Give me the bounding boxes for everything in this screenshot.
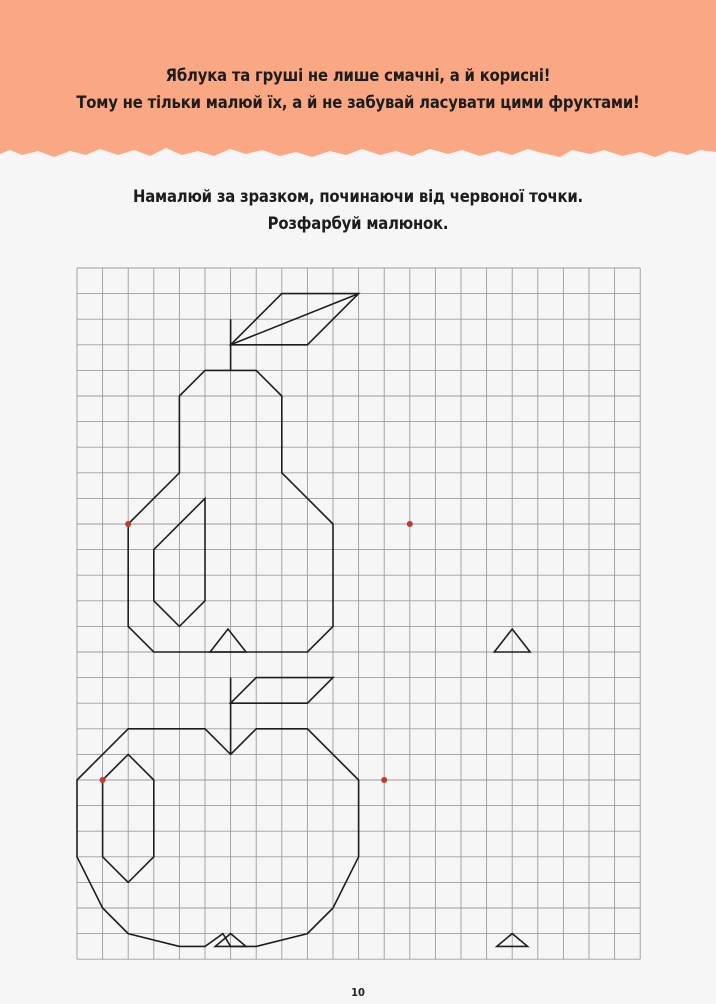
sample-figures [77,294,530,947]
apple-sample-start-dot [100,777,106,783]
pear-copy-start-dot [407,521,413,527]
banner-line-2: Тому не тільки малюй їх, а й не забувай ласувати цими фруктами! [76,93,640,112]
instruction-line-2: Розфарбуй малюнок. [267,214,449,233]
instruction-line-1: Намалюй за зразком, починаючи від червоної точки. [132,187,584,206]
pear-bottom-mark [210,629,246,652]
banner-line-1: Яблука та груші не лише смачні, а й корисні! [165,66,551,85]
pear-sample-start-dot [125,521,131,527]
apple-outline [77,729,359,947]
apple-copy-start-dot [381,777,387,783]
page-number: 10 [351,986,365,999]
